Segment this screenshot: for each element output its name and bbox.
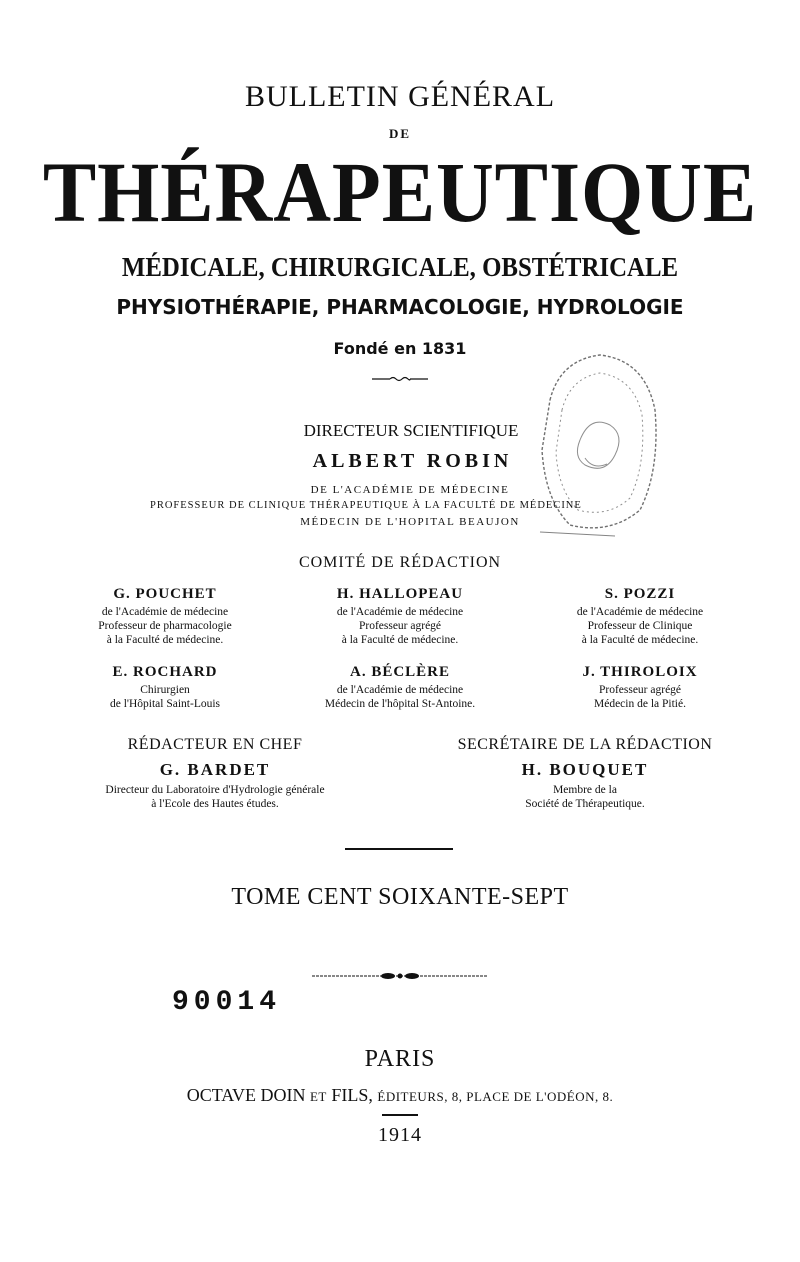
committee-member xyxy=(35,586,295,647)
main-title: THÉRAPEUTIQUE xyxy=(42,144,758,240)
member-name: S. POZZI xyxy=(604,586,676,602)
director-affiliation-3: MÉDECIN DE L'HOPITAL BEAUJON xyxy=(300,516,520,528)
title-line-de: DE xyxy=(388,126,412,141)
committee-member xyxy=(510,664,770,711)
title-line-bulletin: BULLETIN GÉNÉRAL xyxy=(244,80,556,113)
committee-member xyxy=(270,664,530,711)
secretary-name: H. BOUQUET xyxy=(521,760,649,779)
committee-title: COMITÉ DE RÉDACTION xyxy=(298,554,502,571)
editor-in-chief-title: RÉDACTEUR EN CHEF xyxy=(127,736,303,753)
imprint-year: 1914 xyxy=(378,1124,422,1146)
founded-line: Fondé en 1831 xyxy=(333,339,467,358)
member-name: H. HALLOPEAU xyxy=(336,586,464,602)
member-title-line: à la Faculté de médecine. xyxy=(341,634,459,646)
member-name: G. POUCHET xyxy=(113,586,217,602)
director-label: DIRECTEUR SCIENTIFIQUE xyxy=(303,421,519,440)
divider-rule xyxy=(382,1114,418,1116)
member-title-line: Médecin de l'hôpital St-Antoine. xyxy=(324,698,476,710)
ornament-divider xyxy=(372,376,428,382)
secretary-block xyxy=(435,736,735,811)
publisher-address: ÉDITEURS, 8, PLACE DE L'ODÉON, 8. xyxy=(377,1089,614,1104)
member-title-line: Professeur agrégé xyxy=(598,684,682,696)
director-name: ALBERT ROBIN xyxy=(312,450,513,472)
subtitle-medicale: MÉDICALE, CHIRURGICALE, OBSTÉTRICALE xyxy=(121,252,679,282)
member-title-line: Médecin de la Pitié. xyxy=(594,698,686,710)
volume-line: TOME CENT SOIXANTE-SEPT xyxy=(231,884,569,910)
committee-member xyxy=(510,586,770,647)
member-title-line: Professeur agrégé xyxy=(358,620,442,632)
member-name: A. BÉCLÈRE xyxy=(349,664,451,680)
committee-member xyxy=(270,586,530,647)
member-title-line: de l'Académie de médecine xyxy=(101,606,229,618)
editor-in-chief-block xyxy=(65,736,365,811)
ornament-divider xyxy=(312,972,488,980)
publisher-et: ET xyxy=(309,1089,327,1104)
member-title-line: de l'Hôpital Saint-Louis xyxy=(109,698,221,710)
member-title-line: à la Faculté de médecine. xyxy=(581,634,699,646)
member-title-line: à la Faculté de médecine. xyxy=(106,634,224,646)
editor-in-chief-line: Directeur du Laboratoire d'Hydrologie générale xyxy=(105,784,325,796)
member-title-line: Professeur de Clinique xyxy=(587,620,693,632)
editor-in-chief-name: G. BARDET xyxy=(159,760,271,779)
member-title-line: Professeur de pharmacologie xyxy=(98,620,232,632)
secretary-line: Société de Thérapeutique. xyxy=(525,798,645,810)
subtitle-physiotherapie: PHYSIOTHÉRAPIE, PHARMACOLOGIE, HYDROLOGIE xyxy=(116,295,684,319)
member-title-line: de l'Académie de médecine xyxy=(576,606,704,618)
member-name: J. THIROLOIX xyxy=(582,664,698,680)
library-stamp xyxy=(530,340,670,540)
secretary-line: Membre de la xyxy=(553,784,617,796)
imprint-publisher xyxy=(0,1085,800,1106)
editor-in-chief-line: à l'Ecole des Hautes études. xyxy=(151,798,279,810)
director-affiliation-1: DE L'ACADÉMIE DE MÉDECINE xyxy=(310,484,510,496)
director-affiliation-2: PROFESSEUR DE CLINIQUE THÉRAPEUTIQUE À LA FACULTÉ DE MÉDECINE xyxy=(150,500,582,511)
member-title-line: de l'Académie de médecine xyxy=(336,684,464,696)
shelf-mark: 90014 xyxy=(172,987,282,1018)
committee-member xyxy=(35,664,295,711)
member-title-line: de l'Académie de médecine xyxy=(336,606,464,618)
member-title-line: Chirurgien xyxy=(140,684,190,696)
divider-rule xyxy=(345,848,453,850)
secretary-title: SECRÉTAIRE DE LA RÉDACTION xyxy=(457,736,713,753)
member-name: E. ROCHARD xyxy=(112,664,218,680)
publisher-fils: FILS, xyxy=(331,1085,373,1105)
publisher-name: OCTAVE DOIN xyxy=(186,1085,306,1105)
imprint-city: PARIS xyxy=(364,1046,436,1072)
